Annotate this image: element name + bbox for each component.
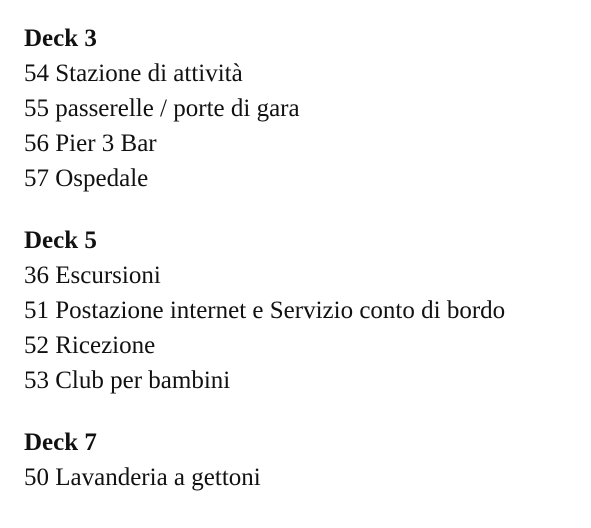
deck-location-list (24, 460, 584, 495)
deck-title: Deck 3 (24, 25, 97, 52)
list-item: 36 Escursioni (24, 262, 161, 289)
list-item: 54 Stazione di attività (24, 60, 243, 87)
deck-section-5 (24, 223, 584, 398)
deck-title: Deck 5 (24, 227, 97, 254)
list-item: 53 Club per bambini (24, 367, 231, 394)
list-item: 50 Lavanderia a gettoni (24, 464, 261, 491)
list-item: 56 Pier 3 Bar (24, 130, 157, 157)
list-item: 51 Postazione internet e Servizio conto di bordo (24, 297, 506, 324)
deck-location-list (24, 258, 584, 398)
deck-location-list (24, 56, 584, 196)
deck-directory (24, 21, 584, 495)
list-item: 55 passerelle / porte di gara (24, 95, 300, 122)
deck-section-3 (24, 21, 584, 196)
deck-title: Deck 7 (24, 429, 97, 456)
deck-section-7 (24, 425, 584, 495)
list-item: 57 Ospedale (24, 165, 149, 192)
list-item: 52 Ricezione (24, 332, 156, 359)
